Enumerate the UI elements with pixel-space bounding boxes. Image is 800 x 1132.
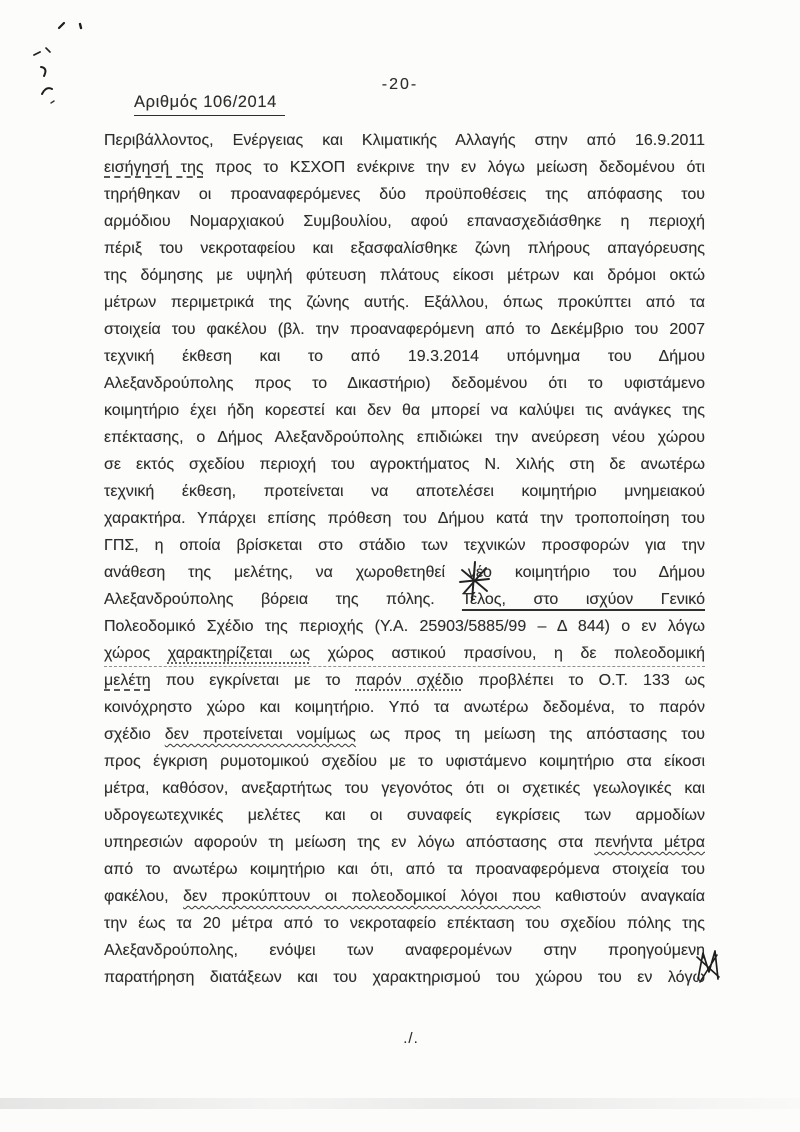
text-segment: Αλεξανδρούπολης βόρεια της πόλης.: [104, 591, 462, 608]
text-segment: ως προς τη μείωση της απόστασης του: [355, 726, 705, 743]
text-line: [104, 451, 705, 478]
text-segment: ανάθεση της μελέτης, να χωροθετηθεί νέο κοιμητήριο του Δήμου: [104, 564, 705, 581]
text-line: [104, 640, 705, 667]
text-line: [104, 316, 705, 343]
text-line: [104, 937, 705, 964]
text-line: [104, 127, 705, 154]
text-segment: πέριξ του νεκροταφείου και εξασφαλίσθηκε ζώνη πλήρους απαγόρευσης: [104, 240, 705, 257]
hand-drawn-initials-mark: [694, 948, 722, 984]
text-segment: από το ανωτέρω κοιμητήριο και ότι, από τα προαναφερόμενα στοιχεία του: [104, 861, 705, 878]
text-line: [104, 694, 705, 721]
annotated-phrase: πενήντα μέτρα: [594, 834, 705, 851]
text-segment: της δόμησης με υψηλή φύτευση πλάτους είκοσι μέτρων και δρόμοι οκτώ: [104, 267, 705, 284]
text-line: [104, 532, 705, 559]
text-segment: προς έγκριση ρυμοτομικού σχεδίου με το υφιστάμενο κοιμητήριο στα είκοσι: [104, 753, 705, 770]
case-number-heading: Αριθμός 106/2014: [134, 93, 285, 116]
annotated-phrase: δεν προτείνεται νομίμως: [164, 726, 356, 743]
text-segment: κοιμητήριο έχει ήδη κορεστεί και δεν θα μπορεί να καλύψει τις ανάγκες της: [104, 402, 705, 419]
text-segment: τεχνική έκθεση, προτείνεται να αποτελέσει κοιμητήριο μνημειακού: [104, 483, 705, 500]
text-segment: καθιστούν αναγκαία: [540, 888, 705, 905]
text-line: [104, 748, 705, 775]
text-segment: ΓΠΣ, η οποία βρίσκεται στο στάδιο των τεχνικών προσφορών για την: [104, 537, 705, 554]
text-line: [104, 883, 705, 910]
text-segment: φακέλου,: [104, 888, 184, 905]
text-line: [104, 505, 705, 532]
text-block: [104, 127, 705, 991]
text-segment: επέκτασης, ο Δήμος Αλεξανδρούπολης επιδιώκει την ανεύρεση νέου χώρου: [104, 429, 705, 446]
text-line: [104, 181, 705, 208]
text-segment: την έως τα 20 μέτρα από το νεκροταφείο επέκταση του σχεδίου πόλης της: [104, 915, 705, 932]
text-line: [104, 262, 705, 289]
text-line: [104, 235, 705, 262]
text-line: [104, 397, 705, 424]
annotated-phrase: χαρακτηρίζεται ως: [167, 645, 311, 662]
text-segment: Πολεοδομικό Σχέδιο της περιοχής (Υ.Α. 25903/5885/99 – Δ 844) ο εν λόγω: [104, 618, 705, 635]
text-line: [104, 370, 705, 397]
scanner-artifact-band: [0, 1098, 800, 1109]
text-segment: παρατήρηση διατάξεων και του χαρακτηρισμού του χώρου του εν λόγω: [104, 969, 705, 986]
text-line: [104, 559, 705, 586]
text-segment: τεχνική έκθεση και το από 19.3.2014 υπόμνημα του Δήμου: [104, 348, 705, 365]
text-segment: στοιχεία του φακέλου (βλ. την προαναφερόμενη από το Δεκέμβριο του 2007: [104, 321, 705, 338]
text-line: [104, 154, 705, 181]
page-number: -20-: [381, 76, 419, 93]
text-segment: που εγκρίνεται με το: [150, 672, 356, 689]
text-line: [104, 721, 705, 748]
text-line: [104, 856, 705, 883]
text-line: [104, 613, 705, 640]
text-segment: προς το ΚΣΧΟΠ ενέκρινε την εν λόγω μείωση δεδομένου ότι: [203, 159, 705, 176]
text-segment: χαρακτήρα. Υπάρχει επίσης πρόθεση του Δήμου κατά την τροποποίηση του: [104, 510, 705, 527]
continuation-mark: ./.: [403, 1030, 419, 1047]
text-line: [104, 343, 705, 370]
text-line: [104, 478, 705, 505]
text-segment: προβλέπει το Ο.Τ. 133 ως: [463, 672, 705, 689]
text-line: [104, 208, 705, 235]
text-segment: αρμόδιου Νομαρχιακού Συμβουλίου, αφού επανασχεδιάσθηκε η περιοχή: [104, 213, 705, 230]
text-segment: Περιβάλλοντος, Ενέργειας και Κλιματικής Αλλαγής στην από 16.9.2011: [104, 132, 705, 149]
text-segment: κοινόχρηστο χώρο και κοιμητήριο. Υπό τα ανωτέρω δεδομένα, το παρόν: [104, 699, 705, 716]
annotated-phrase: δεν προκύπτουν οι πολεοδομικοί λόγοι που: [183, 888, 541, 905]
text-segment: μέτρα, καθόσον, ανεξαρτήτως του γεγονότος ότι οι σχετικές γεωλογικές και: [104, 780, 705, 797]
text-line: [104, 289, 705, 316]
text-segment: σχέδιο: [104, 726, 165, 743]
text-segment: υπηρεσιών αφορούν τη μείωση της εν λόγω απόστασης στα: [104, 834, 595, 851]
annotated-phrase: Τέλος, στο ισχύον Γενικό: [461, 591, 705, 608]
annotated-phrase: παρόν σχέδιο: [355, 672, 464, 689]
text-segment: σε εκτός σχεδίου περιοχή του αγροκτήματος Ν. Χιλής στη δε ανωτέρω: [104, 456, 705, 473]
annotated-phrase: εισήγησή της: [104, 159, 204, 176]
text-segment: υδρογεωτεχνικές μελέτες και οι συναφείς εγκρίσεις των αρμοδίων: [104, 807, 705, 824]
text-line: [104, 667, 705, 694]
text-segment: Αλεξανδρούπολης, ενόψει των αναφερομένων στην προηγούμενη: [104, 942, 705, 959]
text-line: [104, 775, 705, 802]
hand-drawn-asterisk-mark: [458, 560, 492, 602]
text-segment: μέτρων περιμετρικά της ζώνης αυτής. Εξάλλου, όπως προκύπτει από τα: [104, 294, 705, 311]
text-line: [104, 964, 705, 991]
text-segment: τηρήθηκαν οι προαναφερόμενες δύο προϋποθέσεις της απόφασης του: [104, 186, 705, 203]
text-line: [104, 829, 705, 856]
text-line: [104, 586, 705, 613]
text-line: [104, 802, 705, 829]
ink-specks: [25, 15, 105, 110]
annotated-phrase: μελέτη: [104, 672, 151, 689]
text-segment: χώρος: [104, 645, 168, 662]
text-segment: Αλεξανδρούπολης προς το Δικαστήριο) δεδομένου ότι το υφιστάμενο: [104, 375, 705, 392]
text-line: [104, 424, 705, 451]
text-segment: χώρος αστικού πρασίνου, η δε πολεοδομική: [310, 645, 705, 662]
text-line: [104, 910, 705, 937]
